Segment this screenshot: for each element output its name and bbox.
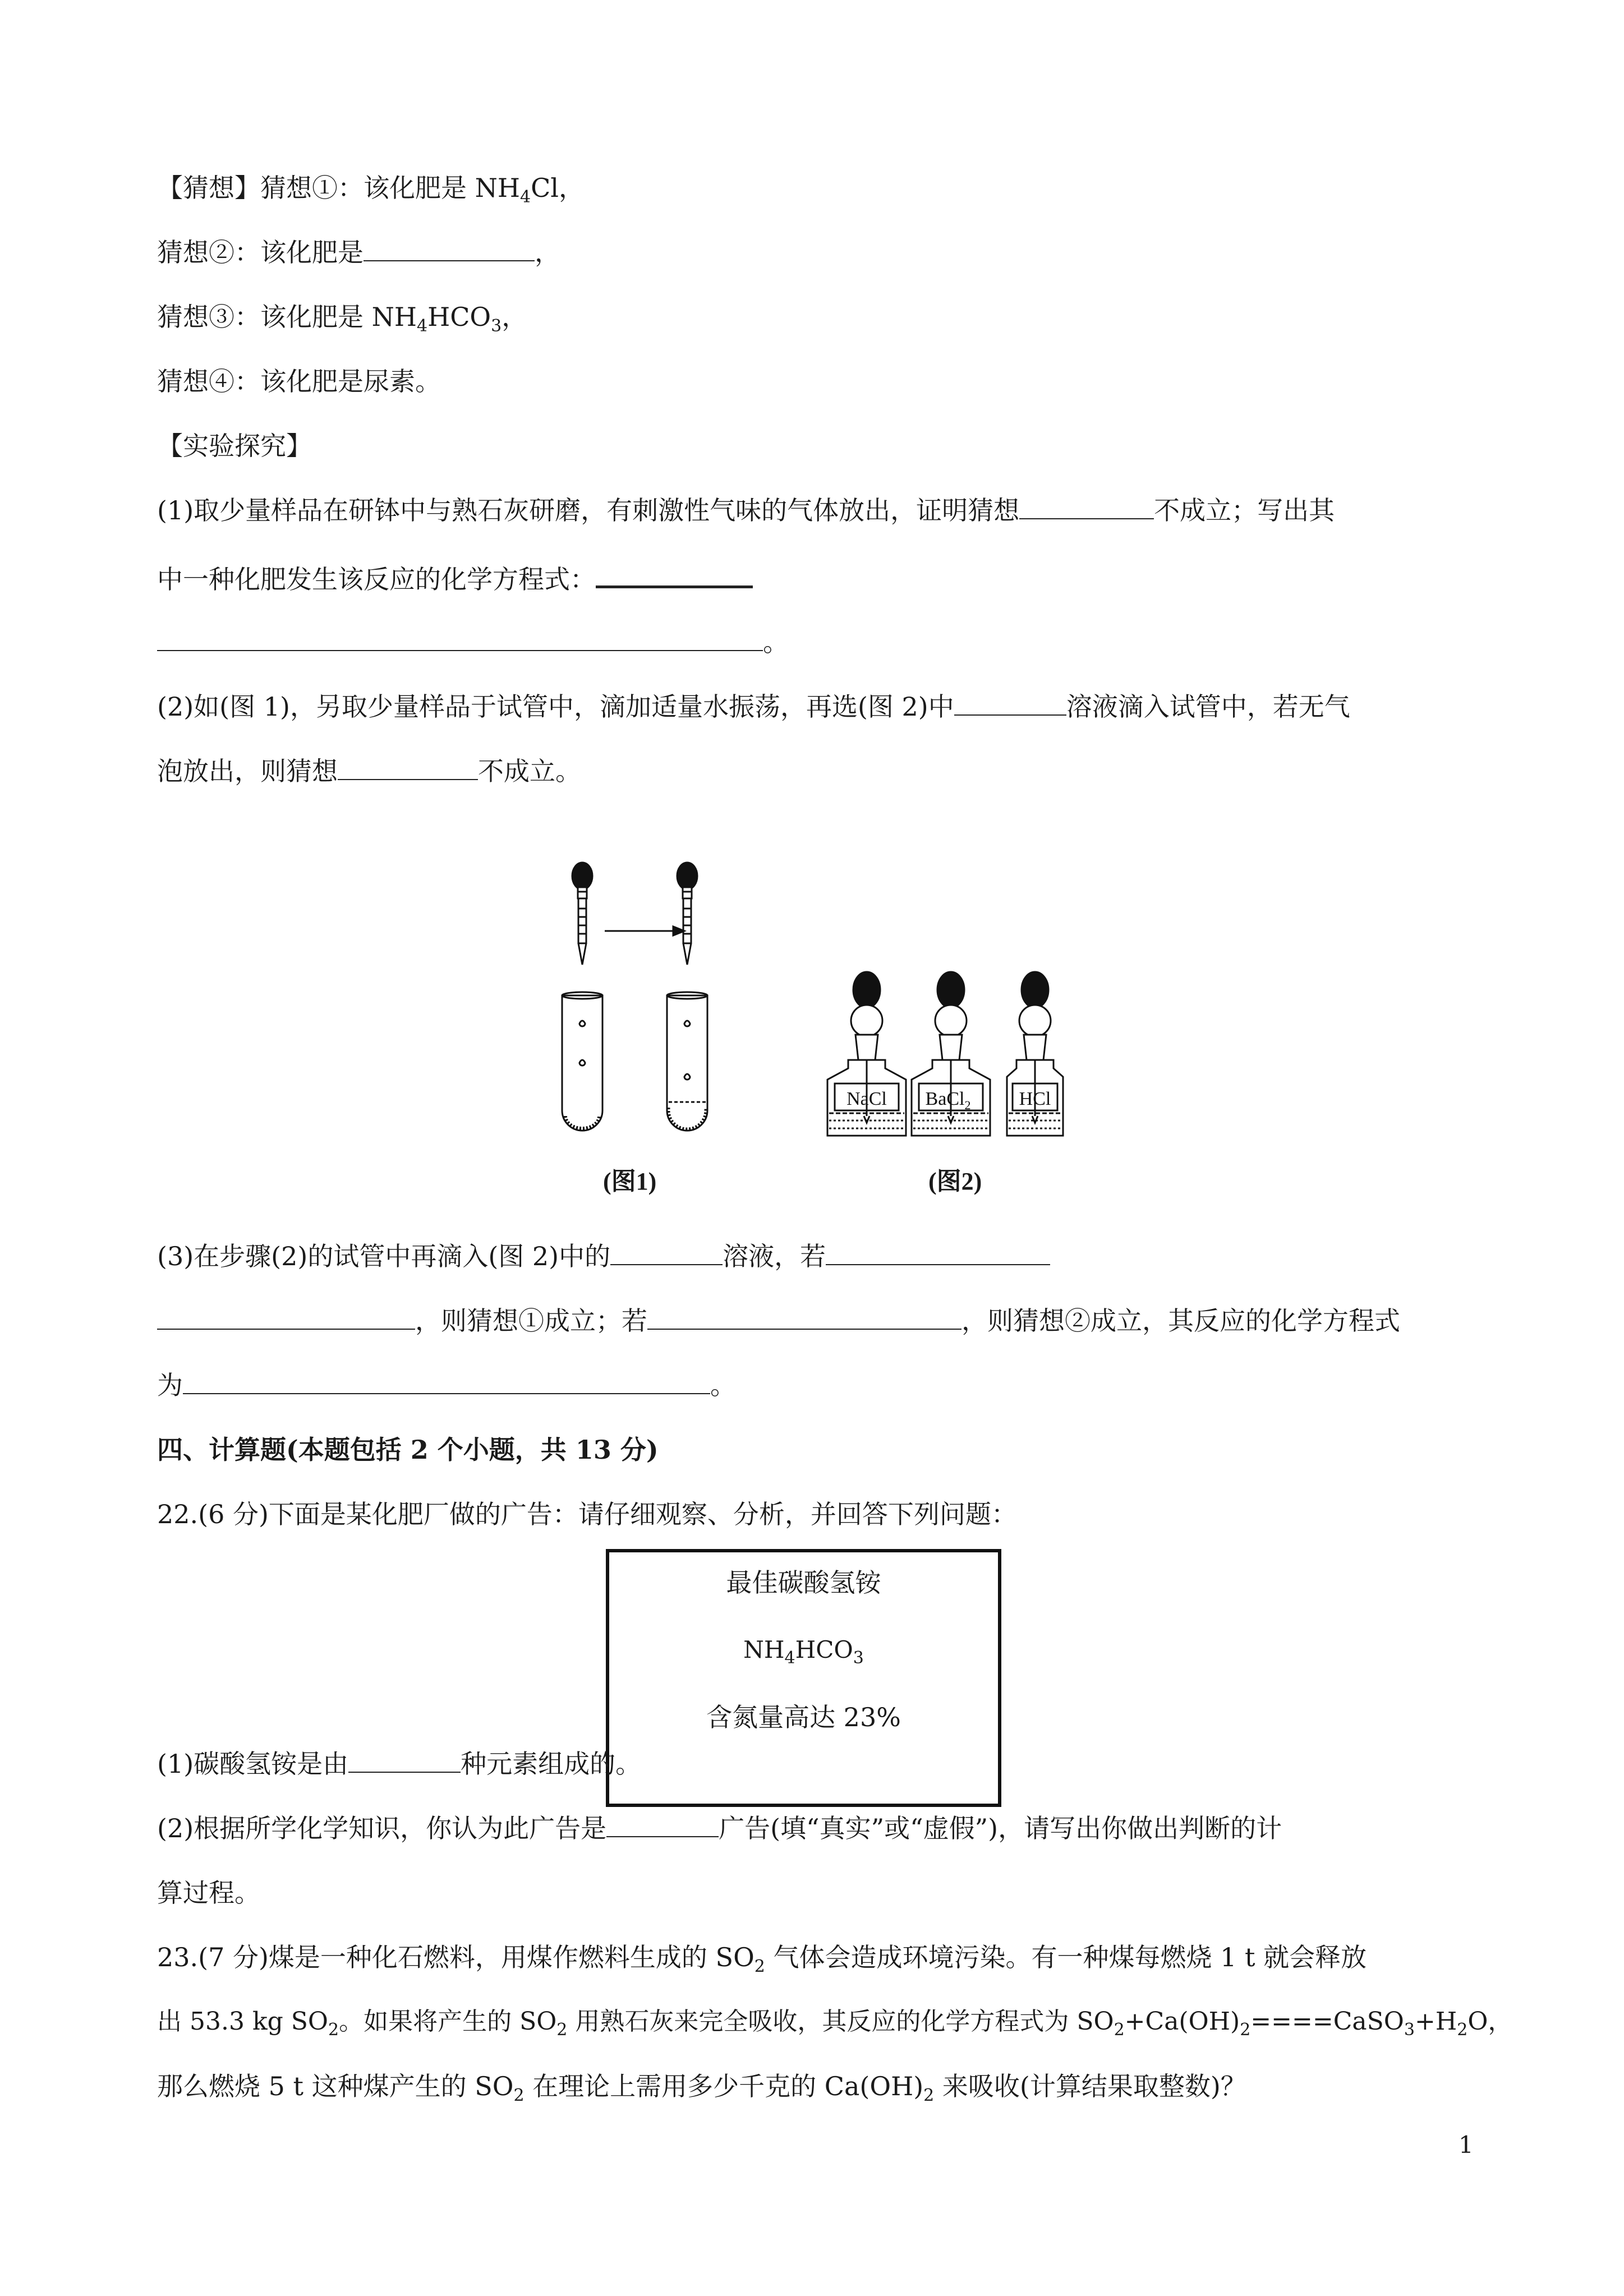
answer-blank[interactable] xyxy=(183,1368,710,1394)
answer-blank[interactable] xyxy=(338,754,478,780)
page-number: 1 xyxy=(1459,2131,1474,2159)
bottle-label-hcl: HCl xyxy=(1019,1089,1051,1109)
figure-2-caption: (图2) xyxy=(928,1168,982,1195)
figure-1-caption: (图1) xyxy=(603,1168,657,1195)
dropper-1 xyxy=(572,863,592,965)
dropper-2 xyxy=(677,863,697,965)
question-23-line-1: 23.(7 分)煤是一种化石燃料，用煤作燃料生成的 $SO_2$ 气体会造成环境污染。有一种煤每燃烧 1 t 就会释放 xyxy=(157,1942,1367,1976)
experiment-heading: 【实验探究】 xyxy=(157,431,312,461)
guess-4: 猜想④：该化肥是尿素。 xyxy=(157,366,441,397)
guess-3: 猜想③：该化肥是 $NH_4HCO_3$， xyxy=(157,302,528,336)
answer-blank[interactable] xyxy=(596,561,753,588)
test-tube-1 xyxy=(562,992,602,1131)
question-22: 22.(6 分)下面是某化肥厂做的广告：请仔细观察、分析，并回答下列问题： xyxy=(157,1499,1017,1529)
step-2: (2)如(图 1)，另取少量样品于试管中，滴加适量水振荡，再选(图 2)中 溶液滴入试管中，若无气 xyxy=(157,690,1350,723)
question-22-1: (1)碳酸氢铵是由 种元素组成的。 xyxy=(157,1747,641,1781)
question-23-line-3: 那么燃烧 5 t 这种煤产生的 $SO_2$ 在理论上需用多少千克的 $Ca(OH)_2$ 来吸收(计算结果取整数)？ xyxy=(157,2071,1246,2105)
answer-blank[interactable] xyxy=(647,1304,961,1330)
reagent-bottle-bacl2 xyxy=(912,972,990,1136)
answer-blank[interactable] xyxy=(348,1747,461,1773)
step-3: (3)在步骤(2)的试管中再滴入(图 2)中的 溶液，若 xyxy=(157,1239,1050,1273)
answer-blank[interactable] xyxy=(606,1811,719,1837)
bottle-label-nacl: NaCl xyxy=(846,1089,887,1109)
answer-blank[interactable] xyxy=(954,690,1066,716)
ad-title: 最佳碳酸氢铵 xyxy=(726,1567,881,1598)
question-23-line-2: 出 53.3 kg $SO_2$。如果将产生的 $SO_2$ 用熟石灰来完全吸收，其反应的化学方程式为 $SO_2+Ca(OH)_2====CaSO_3+H_2O$， xyxy=(157,2007,1513,2040)
answer-blank[interactable] xyxy=(826,1239,1050,1265)
section-4-heading: 四、计算题(本题包括 2 个小题，共 13 分) xyxy=(157,1435,659,1465)
step-2-cont: 泡放出，则猜想 不成立。 xyxy=(157,754,581,788)
answer-blank[interactable] xyxy=(364,236,535,261)
bottle-label-bacl2: BaCl$_2$ xyxy=(925,1089,971,1112)
step-3-cont: ，则猜想①成立；若 ，则猜想②成立，其反应的化学方程式 xyxy=(157,1304,1400,1338)
reagent-bottle-hcl xyxy=(1007,972,1063,1136)
step-1: (1)取少量样品在研钵中与熟石灰研磨，有刺激性气味的气体放出，证明猜想 不成立；写出其 xyxy=(157,494,1335,527)
test-tube-2 xyxy=(667,992,707,1131)
answer-blank[interactable] xyxy=(1019,494,1154,519)
arrow-icon xyxy=(605,926,684,935)
question-22-2: (2)根据所学化学知识，你认为此广告是 广告(填“真实”或“虚假”)，请写出你做出判断的计 xyxy=(157,1811,1282,1845)
guess-1: 【猜想】猜想①：该化肥是 $NH_4Cl$， xyxy=(157,173,585,207)
step-1-equation-prompt: 中一种化肥发生该反应的化学方程式： xyxy=(157,561,753,596)
answer-blank[interactable] xyxy=(610,1239,723,1265)
step-3-equation: 为 。 xyxy=(157,1368,736,1402)
guess-2: 猜想②：该化肥是 ， xyxy=(157,236,560,269)
question-22-2-cont: 算过程。 xyxy=(157,1878,260,1908)
ad-claim: 含氮量高达 23% xyxy=(706,1702,901,1732)
step-1-equation-line: 。 xyxy=(157,625,789,659)
advertisement-box xyxy=(606,1549,1001,1807)
answer-blank[interactable] xyxy=(157,625,763,651)
reagent-bottle-nacl xyxy=(827,972,906,1136)
answer-blank[interactable] xyxy=(157,1304,415,1330)
ad-formula: $NH_4HCO_3$ xyxy=(743,1636,864,1668)
